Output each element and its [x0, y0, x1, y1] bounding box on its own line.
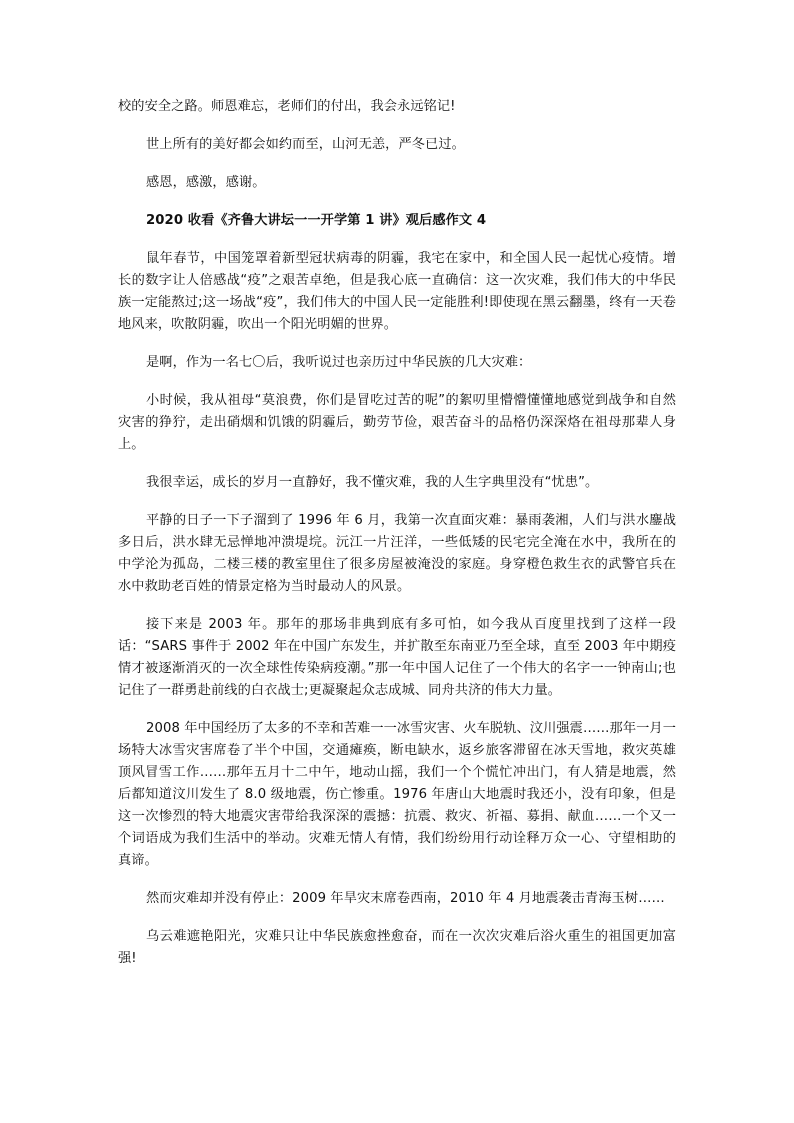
paragraph: 平静的日子一下子溜到了 1996 年 6 月，我第一次直面灾难：暴雨袭湘，人们与洪水鏖战多日后，洪水肆无忌惮地冲溃堤垸。沅江一片汪洋，一些低矮的民宅完全淹在水中，我所在的中学沦为孤岛，二楼三楼的教室里住了很多房屋被淹没的家庭。身穿橙色救生衣的武警官兵在水中救助老百姓的情景定格为当时最动人的风景。	[118, 513, 676, 594]
paragraph-continuation: 校的安全之路。师恩难忘，老师们的付出，我会永远铭记!	[118, 99, 456, 114]
paragraph: 世上所有的美好都会如约而至，山河无恙，严冬已过。	[146, 137, 465, 152]
paragraph: 小时候，我从祖母“莫浪费，你们是冒吃过苦的呢”的絮叨里懵懵懂懂地感觉到战争和自然灾害的狰狞，走出硝烟和饥饿的阴霾后，勤劳节俭，艰苦奋斗的品格仍深深烙在祖母那辈人身上。	[118, 393, 676, 452]
section-heading: 2020 收看《齐鲁大讲坛一一开学第 1 讲》观后感作文 4	[146, 213, 487, 228]
paragraph: 然而灾难却并没有停止：2009 年旱灾末席卷西南，2010 年 4 月地震袭击青海玉树……	[146, 891, 665, 906]
paragraph: 鼠年春节，中国笼罩着新型冠状病毒的阴霾，我宅在家中，和全国人民一起忧心疫情。增长的数字让人倍感战“疫”之艰苦卓绝，但是我心底一直确信：这一次灾难，我们伟大的中华民族一定能熬过;这一场战“疫”，我们伟大的中国人民一定能胜利!即使现在黑云翻墨，终有一天卷地风来，吹散阴霾，吹出一个阳光明媚的世界。	[118, 251, 676, 332]
paragraph: 2008 年中国经历了太多的不幸和苦难一一冰雪灾害、火车脱轨、汶川强震……那年一月一场特大冰雪灾害席卷了半个中国，交通瘫痪，断电缺水，返乡旅客滞留在冰天雪地，救灾英雄顶风冒雪工作……那年五月十二中午，地动山摇，我们一个个慌忙冲出门，有人猜是地震，然后都知道汶川发生了 8.0 级地震，伤亡惨重。1976 年唐山大地震时我还小，没有印象，但是这一次惨烈的特大地震灾害带给我深深的震撼：抗震、救灾、祈福、募捐、献血……一个又一个词语成为我们生活中的举动。灾难无情人有情，我们纷纷用行动诠释万众一心、守望相助的真谛。	[118, 721, 676, 868]
paragraph: 我很幸运，成长的岁月一直静好，我不懂灾难，我的人生字典里没有“忧患”。	[146, 475, 599, 490]
paragraph: 是啊，作为一名七〇后，我听说过也亲历过中华民族的几大灾难：	[146, 355, 532, 370]
paragraph: 乌云难遮艳阳光，灾难只让中华民族愈挫愈奋，而在一次次灾难后浴火重生的祖国更加富强!	[118, 929, 676, 966]
paragraph: 接下来是 2003 年。那年的那场非典到底有多可怕，如今我从百度里找到了这样一段话：“SARS 事件于 2002 年在中国广东发生，并扩散至东南亚乃至全球，直至 2003 年中期疫情才被逐渐消灭的一次全球性传染病疫潮。”那一年中国人记住了一个伟大的名字一一钟南山;也记住了一群勇赴前线的白衣战士;更凝聚起众志成城、同舟共济的伟大力量。	[118, 617, 676, 698]
paragraph: 感恩，感激，感谢。	[146, 175, 266, 190]
document-body	[118, 96, 676, 970]
